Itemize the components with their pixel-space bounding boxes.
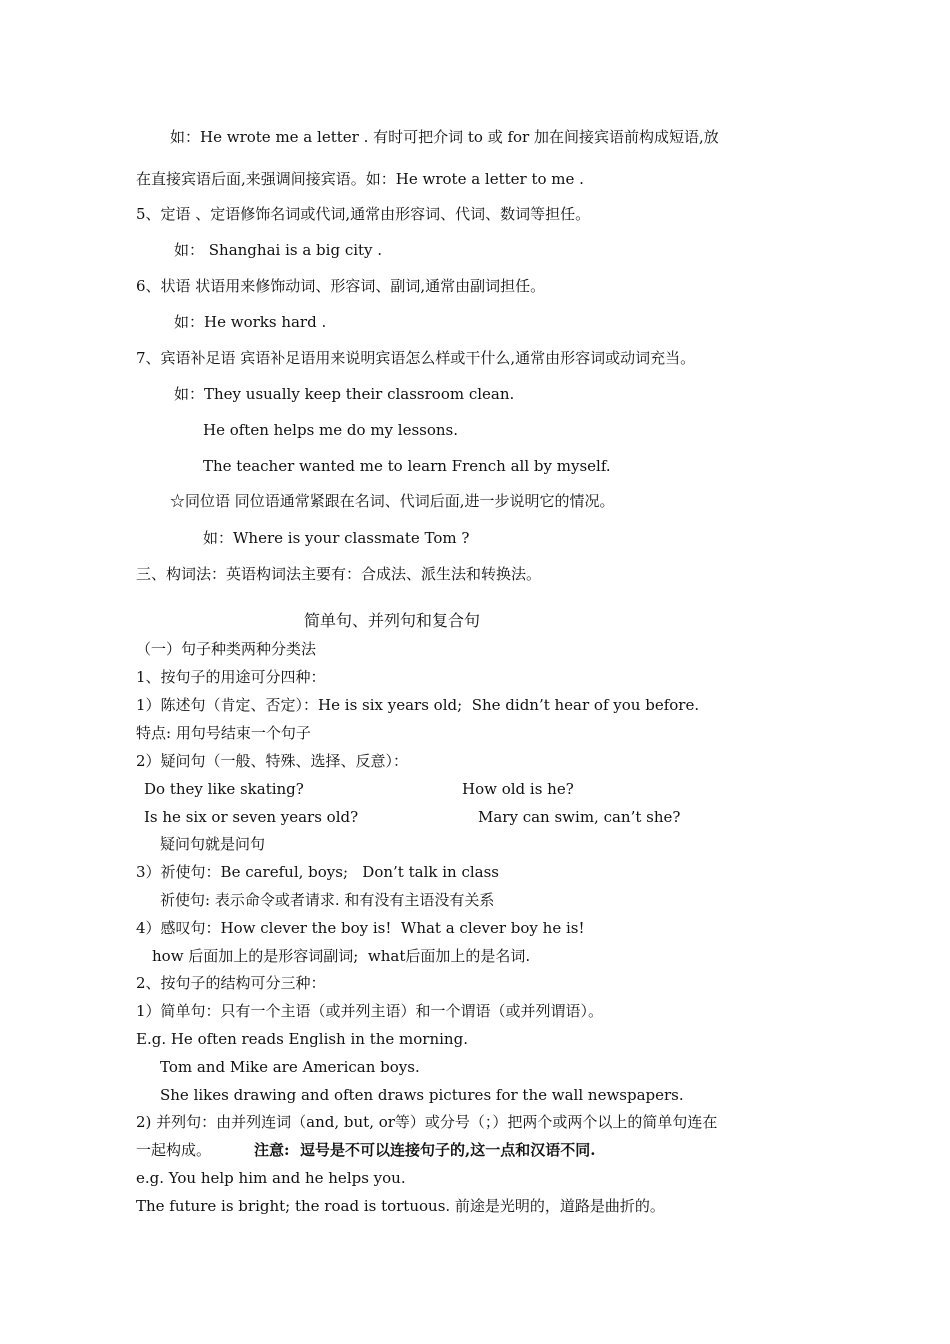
text-line: How old is he? [462, 780, 574, 798]
text-line: Tom and Mike are American boys. [160, 1058, 420, 1076]
text-line: 如：He wrote me a letter . 有时可把介词 to 或 for 加在间接宾语前构成短语,放 [170, 128, 719, 146]
text-line: The teacher wanted me to learn French all by myself. [203, 457, 611, 475]
text-line: 2) 并列句：由并列连词（and, but, or等）或分号（；）把两个或两个以上的简单句连在 [136, 1113, 718, 1131]
text-line: 特点: 用句号结束一个句子 [136, 724, 311, 742]
text-line: 如：They usually keep their classroom clean. [174, 385, 515, 403]
text-line: 5、定语 、定语修饰名词或代词,通常由形容词、代词、数词等担任。 [136, 205, 591, 223]
text-line: 2、按句子的结构可分三种： [136, 974, 326, 992]
text-line: 1、按句子的用途可分四种： [136, 668, 326, 686]
text-line: 1）简单句：只有一个主语（或并列主语）和一个谓语（或并列谓语）。 [136, 1002, 604, 1020]
text-line: 如：He works hard . [174, 313, 327, 331]
text-line: He often helps me do my lessons. [203, 421, 459, 439]
text-line: E.g. He often reads English in the morning. [136, 1030, 468, 1048]
text-line: 如：Where is your classmate Tom ? [203, 529, 470, 547]
section-heading: 三、构词法：英语构词法主要有：合成法、派生法和转换法。 [136, 565, 542, 583]
text-line: She likes drawing and often draws pictures for the wall newspapers. [160, 1086, 684, 1104]
text-line: 疑问句就是问句 [160, 835, 266, 853]
text-line: 6、状语 状语用来修饰动词、形容词、副词,通常由副词担任。 [136, 277, 546, 295]
text-line: 一起构成。 [136, 1141, 212, 1159]
text-line: （一）句子种类两种分类法 [136, 640, 317, 658]
text-line: ☆同位语 同位语通常紧跟在名词、代词后面,进一步说明它的情况。 [170, 492, 615, 510]
text-line: 2）疑问句（一般、特殊、选择、反意）： [136, 752, 409, 770]
text-line: Mary can swim, can’t she? [478, 808, 681, 826]
text-line: 3）祈使句：Be careful, boys; Don’t talk in class [136, 863, 499, 881]
text-line: how 后面加上的是形容词副词; what后面加上的是名词. [152, 947, 531, 965]
text-line: 在直接宾语后面,来强调间接宾语。如：He wrote a letter to me . [136, 170, 584, 188]
text-line: 如： Shanghai is a big city . [174, 241, 383, 259]
text-line: 1）陈述句（肯定、否定）：He is six years old; She didn’t hear of you before. [136, 696, 700, 714]
text-line: The future is bright; the road is tortuous. 前途是光明的，道路是曲折的。 [136, 1197, 665, 1215]
text-line: 4）感叹句：How clever the boy is! What a clever boy he is! [136, 919, 585, 937]
text-line: e.g. You help him and he helps you. [136, 1169, 406, 1187]
text-line: Do they like skating? [144, 780, 304, 798]
section-title: 简单句、并列句和复合句 [304, 611, 481, 630]
text-line: 7、宾语补足语 宾语补足语用来说明宾语怎么样或干什么,通常由形容词或动词充当。 [136, 349, 696, 367]
note-text: 注意: 逗号是不可以连接句子的,这一点和汉语不同. [254, 1141, 596, 1159]
text-line: Is he six or seven years old? [144, 808, 359, 826]
text-line: 祈使句: 表示命令或者请求. 和有没有主语没有关系 [160, 891, 495, 909]
